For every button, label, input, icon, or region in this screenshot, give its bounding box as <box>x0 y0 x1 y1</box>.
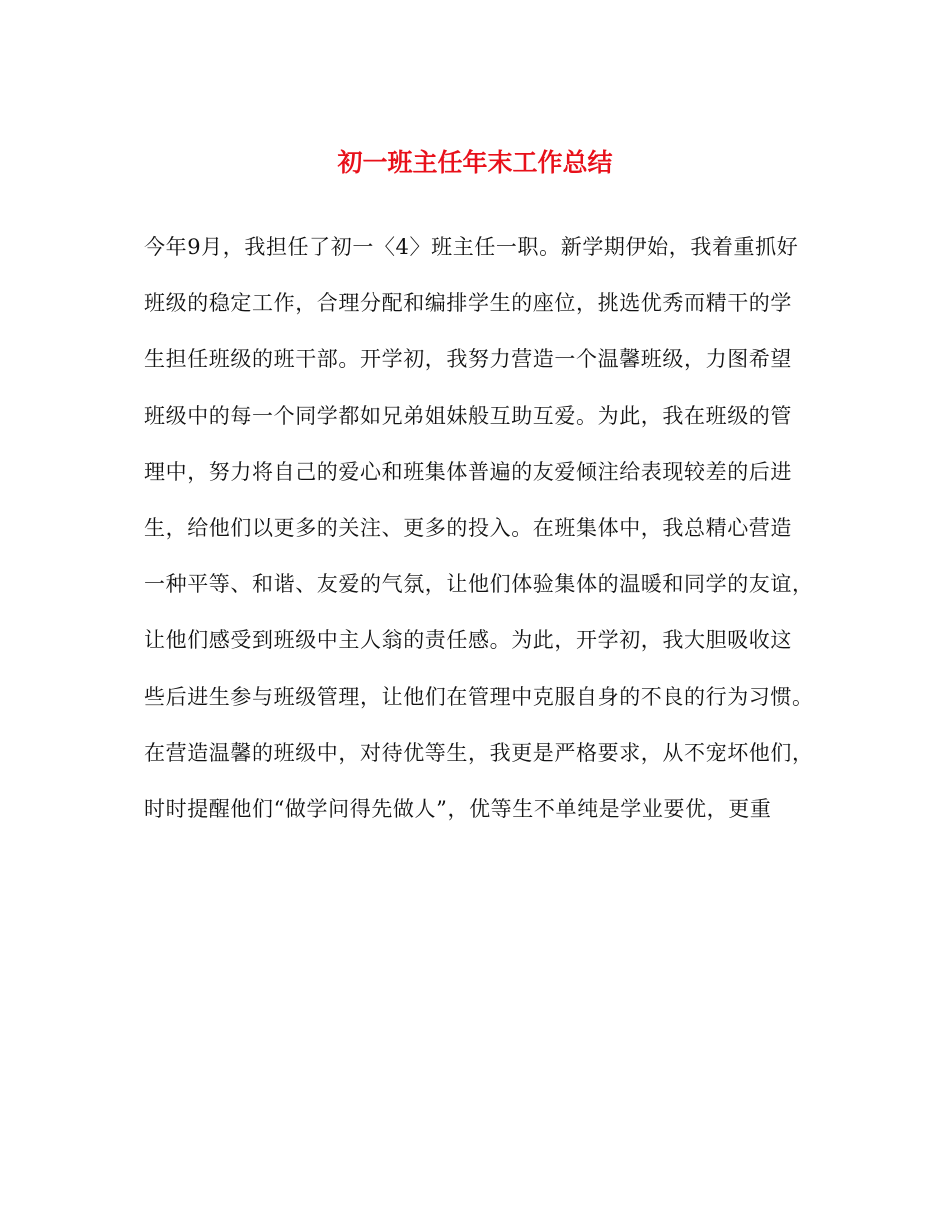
text-line: 时时提醒他们“做学问得先做人”，优等生不单纯是学业要优，更重 <box>144 796 772 821</box>
text-line: 些后进生参与班级管理，让他们在管理中克服自身的不良的行为习惯。 <box>144 684 814 709</box>
text-line: 理中，努力将自己的爱心和班集体普遍的友爱倾注给表现较差的后进 <box>144 459 792 484</box>
text-line: 班级的稳定工作，合理分配和编排学生的座位，挑选优秀而精干的学 <box>144 291 792 316</box>
text-line: 让他们感受到班级中主人翁的责任感。为此，开学初，我大胆吸收这 <box>144 628 792 653</box>
text-line: 生担任班级的班干部。开学初，我努力营造一个温馨班级，力图希望 <box>144 347 792 372</box>
text-line: 生，给他们以更多的关注、更多的投入。在班集体中，我总精心营造 <box>144 515 792 540</box>
text-line: 在营造温馨的班级中，对待优等生，我更是严格要求，从不宠坏他们， <box>144 740 814 765</box>
body-paragraph <box>144 222 814 840</box>
text-line: 今年9月，我担任了初一〈4〉班主任一职。新学期伊始，我着重抓好 <box>144 235 799 259</box>
text-line: 班级中的每一个同学都如兄弟姐妹般互助互爱。为此，我在班级的管 <box>144 403 792 428</box>
document-title: 初一班主任年末工作总结 <box>337 148 613 177</box>
text-line: 一种平等、和谐、友爱的气氛，让他们体验集体的温暖和同学的友谊， <box>144 572 814 597</box>
